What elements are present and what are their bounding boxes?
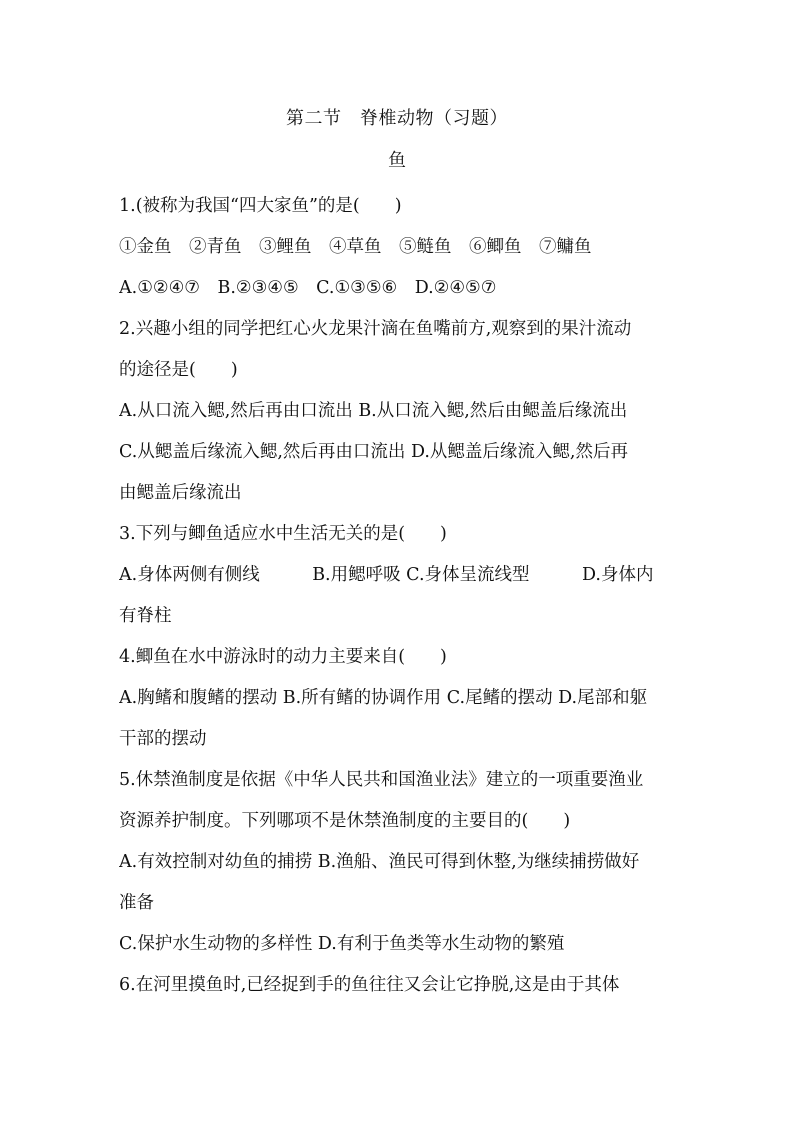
text-line: 4.鲫鱼在水中游泳时的动力主要来自( ) (119, 647, 447, 667)
text-line: 的途径是( ) (119, 360, 238, 380)
text-line: 3.下列与鲫鱼适应水中生活无关的是( ) (119, 524, 447, 544)
text-line: 资源养护制度。下列哪项不是休禁渔制度的主要目的( ) (119, 811, 571, 831)
text-line: A.身体两侧有侧线 B.用鳃呼吸 C.身体呈流线型 D.身体内 (119, 565, 654, 585)
text-line: C.保护水生动物的多样性 D.有利于鱼类等水生动物的繁殖 (119, 934, 565, 954)
text-line: A.胸鳍和腹鳍的摆动 B.所有鳍的协调作用 C.尾鳍的摆动 D.尾部和躯 (119, 688, 648, 708)
text-line: 6.在河里摸鱼时,已经捉到手的鱼往往又会让它挣脱,这是由于其体 (119, 975, 620, 995)
text-line: 2.兴趣小组的同学把红心火龙果汁滴在鱼嘴前方,观察到的果汁流动 (119, 319, 632, 339)
text-line: A.有效控制对幼鱼的捕捞 B.渔船、渔民可得到休整,为继续捕捞做好 (119, 852, 640, 872)
text-line: ①金鱼 ②青鱼 ③鲤鱼 ④草鱼 ⑤鲢鱼 ⑥鲫鱼 ⑦鳙鱼 (119, 237, 592, 257)
text-line: 由鳃盖后缘流出 (119, 483, 242, 503)
text-line: C.从鳃盖后缘流入鳃,然后再由口流出 D.从鳃盖后缘流入鳃,然后再 (119, 442, 628, 462)
text-line: 有脊柱 (119, 606, 172, 626)
text-line: 5.休禁渔制度是依据《中华人民共和国渔业法》建立的一项重要渔业 (119, 770, 644, 790)
question-content (119, 186, 679, 1006)
page-title: 第二节 脊椎动物（习题） (286, 108, 508, 129)
text-line: 干部的摆动 (119, 729, 207, 749)
section-subtitle: 鱼 (388, 150, 406, 171)
text-line: A.从口流入鳃,然后再由口流出 B.从口流入鳃,然后由鳃盖后缘流出 (119, 401, 628, 421)
text-line: A.①②④⑦ B.②③④⑤ C.①③⑤⑥ D.②④⑤⑦ (119, 278, 497, 298)
text-line: 1.(被称为我国“四大家鱼”的是( ) (119, 196, 402, 216)
text-line: 准备 (119, 893, 154, 913)
